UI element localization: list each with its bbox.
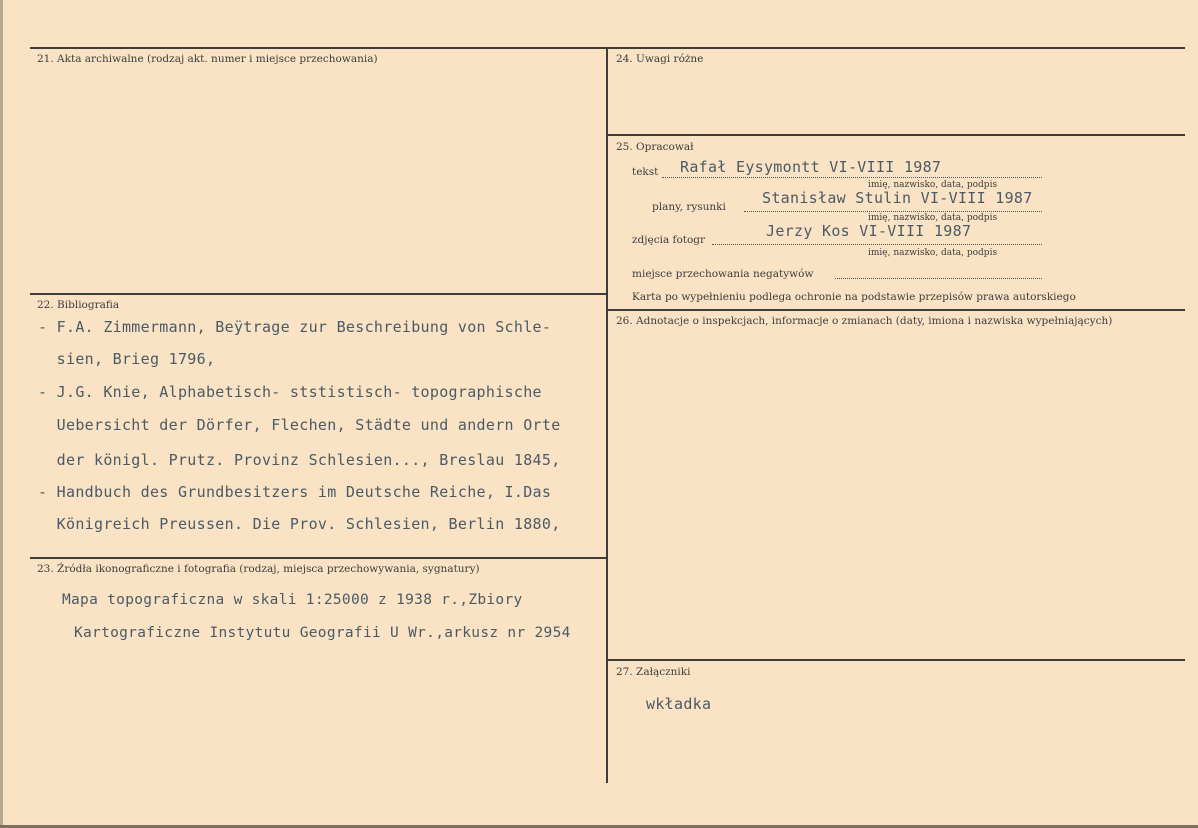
bibliography-line-3: - J.G. Knie, Alphabetisch- ststistisch- topographische	[38, 383, 542, 401]
center-divider	[606, 48, 608, 783]
bibliography-line-1: - F.A. Zimmermann, Beÿtrage zur Beschreibung von Schle-	[38, 318, 552, 336]
zdjecia-line	[712, 244, 1042, 245]
negatywy-label: miejsce przechowania negatywów	[632, 268, 814, 280]
plany-caption: imię, nazwisko, data, podpis	[868, 213, 998, 223]
attachments-value: wkładka	[646, 695, 712, 713]
negatywy-line	[835, 278, 1042, 279]
bibliography-line-2: sien, Brieg 1796,	[38, 350, 216, 368]
bibliography-line-6: - Handbuch des Grundbesitzers im Deutsche Reiche, I.Das	[38, 483, 552, 501]
zdjecia-caption: imię, nazwisko, data, podpis	[868, 248, 998, 258]
card-left-edge	[0, 0, 3, 828]
plany-label: plany, rysunki	[652, 201, 726, 213]
divider-22-23	[30, 557, 607, 559]
tekst-value: Rafał Eysymontt VI-VIII 1987	[680, 158, 942, 176]
section-27-label: 27. Załączniki	[616, 666, 691, 678]
tekst-line	[662, 177, 1042, 178]
plany-line	[744, 211, 1042, 212]
copyright-note: Karta po wypełnieniu podlega ochronie na podstawie przepisów prawa autorskiego	[632, 291, 1076, 303]
iconography-line-1: Mapa topograficzna w skali 1:25000 z 1938 r.,Zbiory	[62, 592, 523, 608]
plany-value: Stanisław Stulin VI-VIII 1987	[762, 189, 1033, 207]
zdjecia-value: Jerzy Kos VI-VIII 1987	[766, 222, 972, 240]
section-23-label: 23. Źródła ikonograficzne i fotografia (rodzaj, miejsca przechowywania, sygnatury)	[37, 563, 480, 575]
divider-26-27	[607, 659, 1185, 661]
bibliography-line-7: Königreich Preussen. Die Prov. Schlesien, Berlin 1880,	[38, 515, 561, 533]
section-26-label: 26. Adnotacje o inspekcjach, informacje o zmianach (daty, imiona i nazwiska wypełniających)	[616, 315, 1113, 327]
section-21-label: 21. Akta archiwalne (rodzaj akt. numer i miejsce przechowania)	[37, 53, 378, 65]
tekst-label: tekst	[632, 166, 659, 178]
divider-24-25	[607, 134, 1185, 136]
divider-25-26	[607, 309, 1185, 311]
iconography-line-2: Kartograficzne Instytutu Geografii U Wr.,arkusz nr 2954	[74, 625, 571, 641]
section-24-label: 24. Uwagi różne	[616, 53, 704, 65]
zdjecia-label: zdjęcia fotogr	[632, 234, 706, 246]
tekst-caption: imię, nazwisko, data, podpis	[868, 180, 998, 190]
section-22-label: 22. Bibliografia	[37, 299, 120, 311]
bibliography-line-5: der königl. Prutz. Provinz Schlesien..., Breslau 1845,	[38, 451, 561, 469]
divider-21-22	[30, 293, 607, 295]
section-25-label: 25. Opracował	[616, 141, 694, 153]
bibliography-line-4: Uebersicht der Dörfer, Flechen, Städte und andern Orte	[38, 416, 561, 434]
